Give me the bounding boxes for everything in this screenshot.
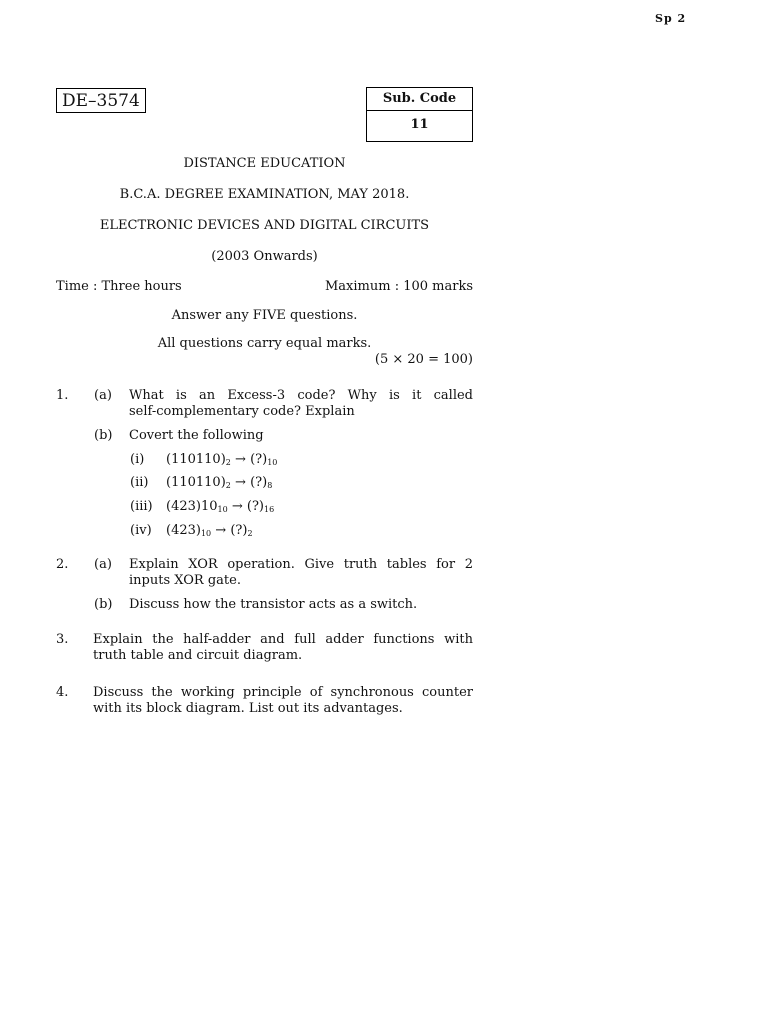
question-text-line: with its block diagram. List out its advantages. bbox=[93, 701, 403, 716]
conversion-expression: $(423)10_{10}$ → $(?)_{16}$ bbox=[166, 499, 275, 514]
question-text-line: inputs XOR gate. bbox=[129, 573, 241, 588]
question-text-line: self-complementary code? Explain bbox=[129, 404, 355, 419]
title-line-4: (2003 Onwards) bbox=[211, 249, 318, 264]
item-numeral: (iii) bbox=[130, 499, 153, 514]
max-marks-label: Maximum : 100 marks bbox=[324, 279, 473, 294]
title-line-3: ELECTRONIC DEVICES AND DIGITAL CIRCUITS bbox=[99, 218, 430, 233]
sub-code-label: Sub. Code bbox=[367, 88, 472, 111]
question-number: 3. bbox=[56, 632, 69, 647]
conversion-expression: $(110110)_2$ → $(?)_{10}$ bbox=[166, 452, 278, 467]
question-4 bbox=[56, 685, 473, 721]
question-text-line: truth table and circuit diagram. bbox=[93, 648, 303, 663]
question-2-b bbox=[56, 597, 473, 615]
question-2 bbox=[56, 557, 473, 597]
conversion-expression: $(423)_{10}$ → $(?)_2$ bbox=[166, 523, 253, 538]
question-text-line: Explain XOR operation. Give truth tables for 2 bbox=[129, 557, 473, 572]
subpart-label: (a) bbox=[94, 388, 112, 403]
subpart-label: (a) bbox=[94, 557, 112, 572]
page-mark: Sp 2 bbox=[655, 12, 687, 25]
subpart-label: (b) bbox=[94, 597, 113, 612]
conversion-expression: $(110110)_2$ → $(?)_8$ bbox=[166, 475, 273, 490]
question-number: 2. bbox=[56, 557, 69, 572]
conversion-item bbox=[56, 475, 473, 493]
paper-code-box: DE–3574 bbox=[56, 88, 146, 113]
title-line-2: B.C.A. DEGREE EXAMINATION, MAY 2018. bbox=[119, 187, 410, 202]
question-text-line: Covert the following bbox=[129, 428, 264, 443]
marks-formula: (5 × 20 = 100) bbox=[374, 352, 473, 367]
instruction-2: All questions carry equal marks. bbox=[157, 336, 372, 351]
question-1-b bbox=[56, 428, 473, 446]
subpart-label: (b) bbox=[94, 428, 113, 443]
time-label: Time : Three hours bbox=[56, 279, 182, 294]
question-text-line: Explain the half-adder and full adder functions with bbox=[93, 632, 473, 647]
sub-code-value: 11 bbox=[410, 117, 429, 132]
item-numeral: (ii) bbox=[130, 475, 149, 490]
question-1 bbox=[56, 388, 473, 428]
title-line-1: DISTANCE EDUCATION bbox=[183, 156, 346, 171]
question-number: 1. bbox=[56, 388, 69, 403]
conversion-item bbox=[56, 499, 473, 517]
question-number: 4. bbox=[56, 685, 69, 700]
item-numeral: (i) bbox=[130, 452, 145, 467]
sub-code-box bbox=[366, 87, 473, 142]
conversion-item bbox=[56, 452, 473, 470]
question-3 bbox=[56, 632, 473, 668]
conversion-item bbox=[56, 523, 473, 541]
question-text-line: Discuss how the transistor acts as a switch. bbox=[129, 597, 418, 612]
item-numeral: (iv) bbox=[130, 523, 152, 538]
instruction-1: Answer any FIVE questions. bbox=[171, 308, 358, 323]
question-text-line: Discuss the working principle of synchronous counter bbox=[93, 685, 473, 700]
question-text-line: What is an Excess-3 code? Why is it called bbox=[129, 388, 473, 403]
